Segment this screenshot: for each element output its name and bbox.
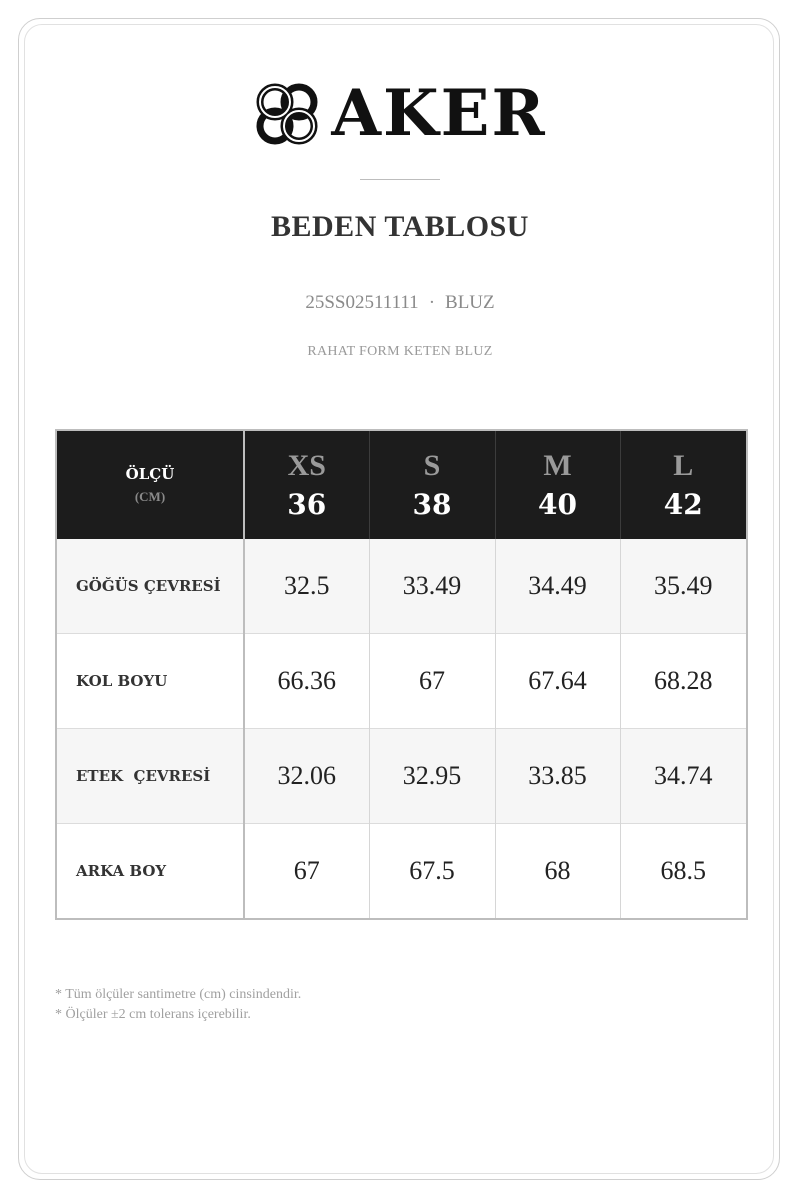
size-header	[495, 430, 620, 539]
table-row	[56, 824, 747, 920]
footnotes	[55, 985, 301, 1025]
table-cell: 32.95	[369, 729, 495, 824]
footnote: * Ölçüler ±2 cm tolerans içerebilir.	[55, 1007, 251, 1022]
table-cell: 34.74	[620, 729, 747, 824]
table-cell: 32.5	[244, 539, 369, 634]
table-row	[56, 729, 747, 824]
table-cell: 66.36	[244, 634, 369, 729]
size-letter: S	[423, 449, 441, 482]
table-cell: 67	[369, 634, 495, 729]
size-header	[620, 430, 747, 539]
row-label: KOL BOYU	[56, 634, 244, 729]
table-cell: 68	[495, 824, 620, 920]
table-cell: 33.49	[369, 539, 495, 634]
table-cell: 68.5	[620, 824, 747, 920]
header-divider	[360, 179, 440, 180]
table-row	[56, 539, 747, 634]
footnote: * Tüm ölçüler santimetre (cm) cinsindendir.	[55, 987, 302, 1002]
row-label: ETEK ÇEVRESİ	[56, 729, 244, 824]
size-header	[244, 430, 369, 539]
table-cell: 33.85	[495, 729, 620, 824]
row-label: GÖĞÜS ÇEVRESİ	[56, 539, 244, 634]
size-letter: M	[543, 449, 572, 482]
measure-header-label: ÖLÇÜ	[125, 465, 175, 483]
table-cell: 67.5	[369, 824, 495, 920]
size-chart-table	[55, 429, 748, 920]
size-letter: L	[673, 449, 694, 482]
size-number: 42	[663, 488, 703, 521]
product-code: 25SS02511111	[305, 292, 419, 313]
size-number: 38	[412, 488, 452, 521]
table-row	[56, 634, 747, 729]
measure-header	[56, 430, 244, 539]
size-number: 36	[287, 488, 327, 521]
table-cell: 67	[244, 824, 369, 920]
product-code-line	[0, 292, 800, 314]
brand-logo	[0, 76, 800, 151]
page-title: BEDEN TABLOSU	[271, 210, 529, 243]
table-cell: 35.49	[620, 539, 747, 634]
table-cell: 32.06	[244, 729, 369, 824]
table-cell: 68.28	[620, 634, 747, 729]
code-separator: ·	[428, 292, 436, 313]
product-category: BLUZ	[445, 292, 495, 313]
knot-emblem-icon	[253, 80, 321, 148]
size-number: 40	[538, 488, 577, 521]
size-header	[369, 430, 495, 539]
measure-unit: (CM)	[134, 489, 166, 504]
table-cell: 34.49	[495, 539, 620, 634]
size-letter: XS	[287, 449, 326, 482]
product-name: RAHAT FORM KETEN BLUZ	[307, 344, 493, 359]
brand-name: AKER	[331, 76, 547, 151]
row-label: ARKA BOY	[56, 824, 244, 920]
table-cell: 67.64	[495, 634, 620, 729]
table-header-row	[56, 430, 747, 539]
